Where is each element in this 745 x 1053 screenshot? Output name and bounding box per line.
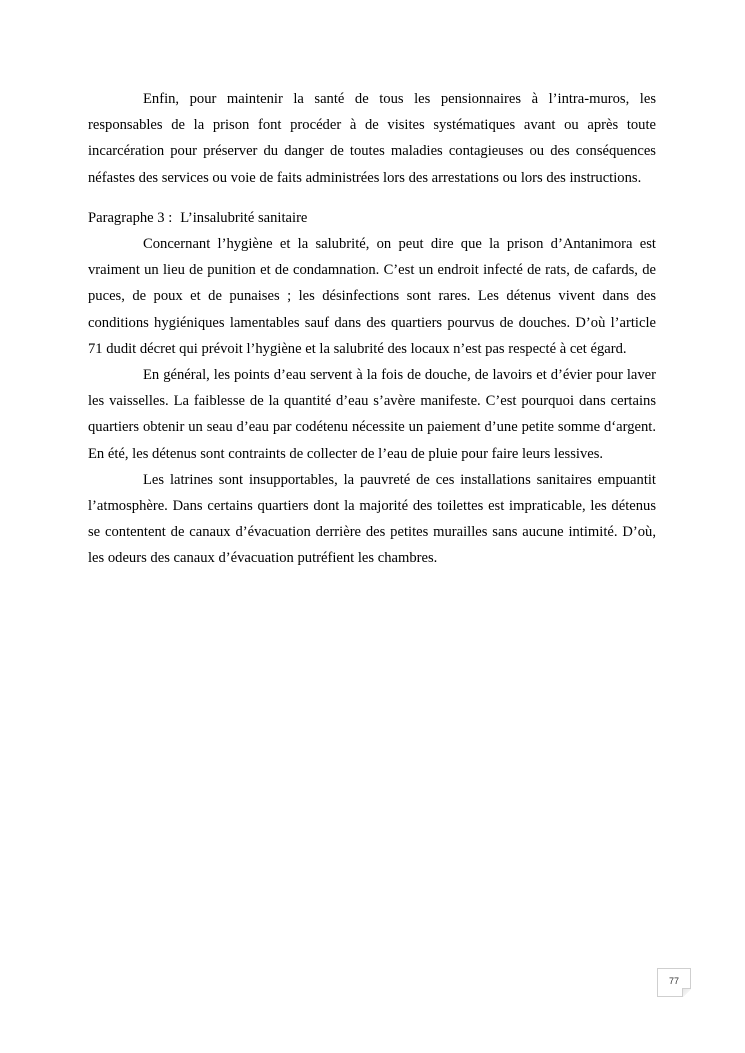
section-heading (88, 205, 656, 231)
page-curl-icon (682, 988, 691, 997)
paragraph-water: En général, les points d’eau servent à la fois de douche, de lavoirs et d’évier pour laver les vaisselles. La faiblesse de la quantité d’eau s’avère manifeste. C’est pourquoi dans certains quartiers obtenir un seau d’eau par codétenu nécessite un paiement d’une petite somme d‘argent. En été, les détenus sont contraints de collecter de l’eau de pluie pour faire leurs lessives. (88, 367, 656, 462)
intro-paragraph: Enfin, pour maintenir la santé de tous les pensionnaires à l’intra-muros, les responsables de la prison font procéder à de visites systématiques avant ou après toute incarcération pour préserver du danger de toutes maladies contagieuses ou des conséquences néfastes des services ou voie de faits administrées lors des arrestations ou lors des instructions. (88, 91, 656, 186)
body-text (88, 86, 656, 572)
paragraph-latrines: Les latrines sont insupportables, la pauvreté de ces installations sanitaires empuantit l’atmosphère. Dans certains quartiers dont la majorité des toilettes est impraticable, les détenus se contentent de canaux d’évacuation derrière des petites murailles sans aucune intimité. D’où, les odeurs des canaux d’évacuation putréfient les chambres. (88, 471, 656, 567)
page-number: 77 (668, 976, 679, 986)
section-heading-title: L’insalubrité sanitaire (180, 209, 308, 226)
paragraph-hygiene: Concernant l’hygiène et la salubrité, on peut dire que la prison d’Antanimora est vraiment un lieu de punition et de condamnation. C’est un endroit infecté de rats, de cafards, de puces, de poux et de punaises ; les désinfections sont rares. Les détenus vivent dans des conditions hygiéniques lamentables sauf dans des quartiers pourvus de douches. D’où l’article 71 dudit décret qui prévoit l’hygiène et la salubrité des locaux n’est pas respecté à cet égard. (88, 236, 656, 357)
section-heading-label: Paragraphe 3 : (88, 209, 173, 226)
